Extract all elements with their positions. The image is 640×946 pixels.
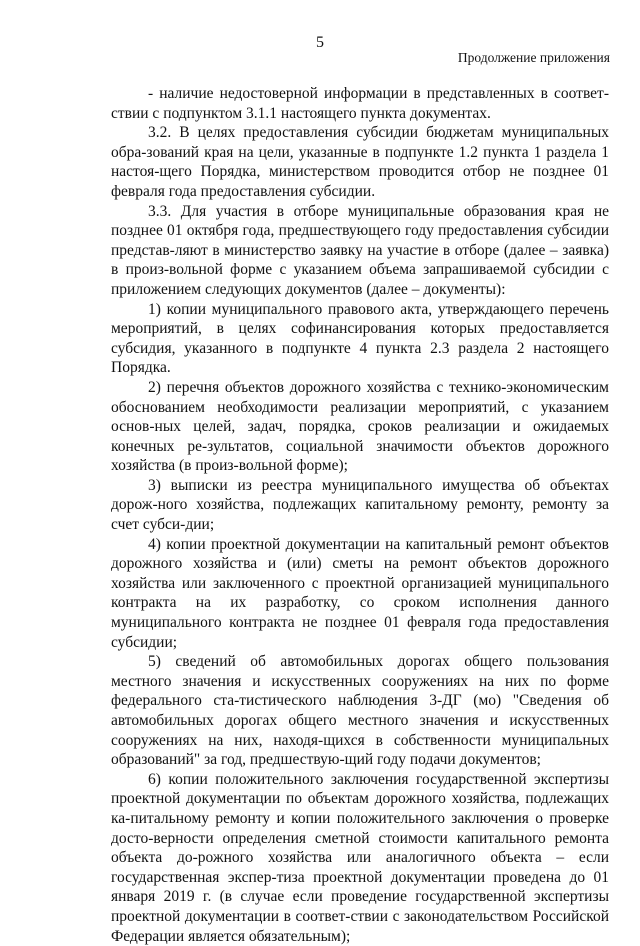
running-header: Продолжение приложения — [457, 50, 610, 65]
list-item-5: 5) сведений об автомобильных дорогах общего пользования местного значения и искусственных сооружениях на них по форме федерального ста-тистического наблюдения 3-ДГ (мо) "Сведения об автомобильных дорогах общего местного значения и искусственных сооружениях на них, находя-щихся в собственности муниципальных образований" за год, предшествую-щий году подачи документов; — [111, 653, 609, 769]
paragraph-3-2: 3.2. В целях предоставления субсидии бюджетам муниципальных обра-зований края на цели, указанные в подпункте 1.2 пункта 1 раздела 1 настоя-щего Порядка, министерством проводится отбор не позднее 01 февраля года предоставления субсидии. — [111, 124, 609, 200]
list-item-3: 3) выписки из реестра муниципального имущества об объектах дорож-ного хозяйства, подлежащих капитальному ремонту, ремонту за счет субси-дии; — [111, 476, 609, 534]
list-item-2: 2) перечня объектов дорожного хозяйства с технико-экономическим обоснованием необходимости реализации мероприятий, с указанием основ-ных целей, задач, порядка, сроков реализации и ожидаемых конечных ре-зультатов, социальной значимости объектов дорожного хозяйства (в произ-вольной форме); — [111, 378, 609, 475]
list-item-1: 1) копии муниципального правового акта, утверждающего перечень мероприятий, в целях софинансирования которых предоставляется субсидия, указанного в подпункте 4 пункта 2.3 раздела 2 настоящего Порядка. — [111, 300, 609, 377]
list-item-6: 6) копии положительного заключения государственной экспертизы проектной документации по объектам дорожного хозяйства, подлежащих ка-питальному ремонту и копии положительного заключения о проверке досто-верности определения сметной стоимости капитального ремонта объекта до-рожного хозяйства или аналогичного объекта – если государственная экспер-тиза проектной документации проведена до 01 января 2019 г. (в случае если проведение государственной экспертизы проектной документации в соответ-ствии с законодательством Российской Федерации является обязательным); — [111, 770, 609, 945]
page-number: 5 — [316, 34, 324, 51]
paragraph-3-3: 3.3. Для участия в отборе муниципальные образования края не позднее 01 октября года, предшествующего году предоставления субсидии представ-ляют в министерство заявку на участие в отборе (далее – заявка) в произ-вольной форме с указанием объема запрашиваемой субсидии с приложением следующих документов (далее – документы): — [111, 202, 609, 298]
document-body — [111, 84, 609, 946]
paragraph-3-1-item-end: - наличие недостоверной информации в представленных в соответ-ствии с подпунктом 3.1.1 настоящего пункта документах. — [111, 85, 609, 122]
list-item-4: 4) копии проектной документации на капитальный ремонт объектов дорожного хозяйства и (или) сметы на ремонт объектов дорожного хозяйства или заключенного с проектной организацией муниципального контракта на их разработку, со сроком исполнения данного муниципального контракта не позднее 01 февраля года предоставления субсидии; — [111, 535, 609, 651]
